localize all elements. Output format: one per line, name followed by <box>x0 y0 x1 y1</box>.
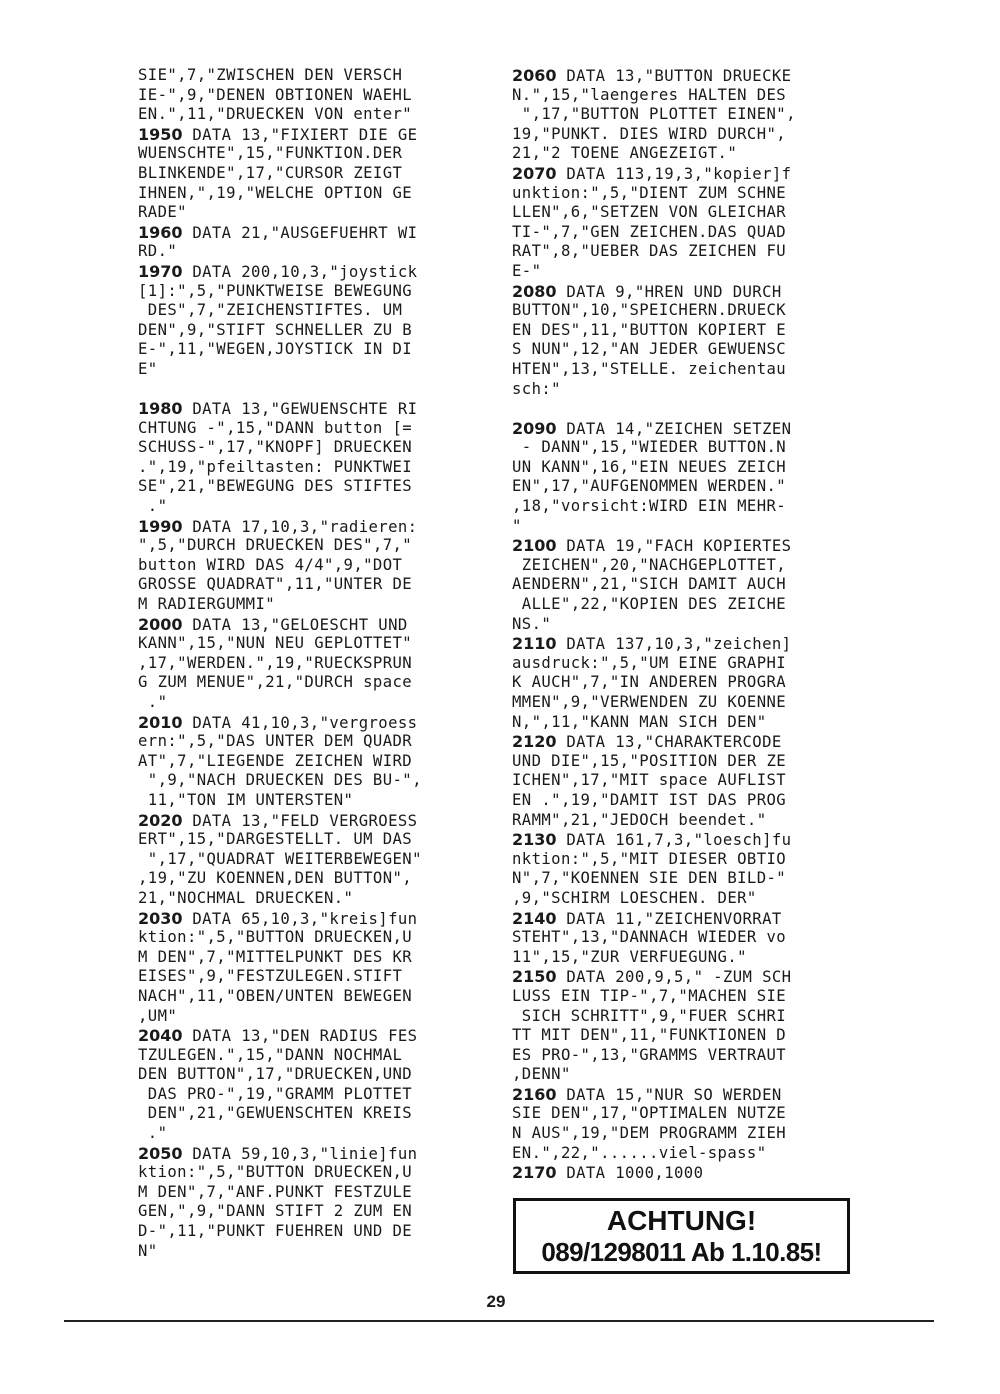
listing-line <box>138 830 500 850</box>
listing-line <box>138 811 500 831</box>
code-text: DATA 21,"AUSGEFUEHRT WI <box>182 223 418 242</box>
code-text: ausdruck:",5,"UM EINE GRAPHI <box>512 653 787 672</box>
code-text: EN.",11,"DRUECKEN VON enter" <box>138 105 413 124</box>
code-text: M DEN",7,"MITTELPUNKT DES KR <box>138 947 413 966</box>
listing-line <box>138 66 500 86</box>
code-text: DATA 161,7,3,"loesch]fu <box>556 831 792 850</box>
code-text: SIE DEN",17,"OPTIMALEN NUTZE <box>512 1104 787 1123</box>
listing-line <box>138 203 500 223</box>
line-number: 2150 <box>512 967 557 987</box>
line-number: 2130 <box>512 830 557 850</box>
code-text: CHTUNG -",15,"DANN button [= <box>138 418 413 437</box>
code-text: ,UM" <box>138 1006 178 1025</box>
listing-line <box>512 830 872 850</box>
listing-line <box>512 1163 872 1183</box>
code-text: E" <box>138 359 158 378</box>
code-text: ." <box>138 497 168 516</box>
page-number: 29 <box>486 1292 506 1311</box>
listing-line <box>138 340 500 360</box>
code-text: DATA 17,10,3,"radieren: <box>182 517 418 536</box>
listing-line <box>138 1007 500 1027</box>
code-text: IE-",9,"DENEN OBTIONEN WAEHL <box>138 85 413 104</box>
listing-line <box>138 477 500 497</box>
listing-line <box>138 164 500 184</box>
line-number: 2100 <box>512 536 557 556</box>
listing-line <box>512 811 872 831</box>
code-text: DATA 9,"HREN UND DURCH <box>556 282 782 301</box>
code-text: DATA 13,"CHARAKTERCODE <box>556 733 782 752</box>
listing-line <box>138 399 500 419</box>
listing-line <box>138 889 500 909</box>
listing-line <box>138 262 500 282</box>
listing-line <box>138 673 500 693</box>
code-text: G ZUM MENUE",21,"DURCH space <box>138 673 413 692</box>
notice-phone: 089/1298011 Ab 1.10.85! <box>541 1237 822 1267</box>
listing-line <box>138 242 500 262</box>
listing-line <box>138 987 500 1007</box>
listing-line <box>512 1124 872 1144</box>
listing-line <box>138 438 500 458</box>
code-text: EN .",19,"DAMIT IST DAS PROG <box>512 790 787 809</box>
code-text: NS." <box>512 614 552 633</box>
listing-line <box>512 105 872 125</box>
code-text: DATA 11,"ZEICHENVORRAT <box>556 909 782 928</box>
listing-line <box>138 1183 500 1203</box>
code-text: LLEN",6,"SETZEN VON GLEICHAR <box>512 203 787 222</box>
code-text: DATA 113,19,3,"kopier]f <box>556 164 792 183</box>
code-text: ,DENN" <box>512 1065 571 1084</box>
line-number: 2110 <box>512 634 557 654</box>
listing-line <box>512 184 872 204</box>
code-text: DATA 59,10,3,"linie]fun <box>182 1144 418 1163</box>
code-text: NACH",11,"OBEN/UNTEN BEWEGEN <box>138 986 413 1005</box>
code-text: KANN",15,"NUN NEU GEPLOTTET" <box>138 634 413 653</box>
right-listing-column <box>512 66 872 1183</box>
listing-line <box>138 1065 500 1085</box>
code-text: SICH SCHRITT",9,"FUER SCHRI <box>512 1006 787 1025</box>
listing-line <box>512 360 872 380</box>
listing-line <box>512 242 872 262</box>
code-text: DATA 13,"GEWUENSCHTE RI <box>182 400 418 419</box>
code-text: DATA 13,"FELD VERGROESS <box>182 811 418 830</box>
code-text: DES",7,"ZEICHENSTIFTES. UM <box>138 301 403 320</box>
line-number: 1970 <box>138 261 183 281</box>
code-text: DATA 41,10,3,"vergroess <box>182 713 418 732</box>
code-text: N" <box>138 1241 158 1260</box>
listing-line <box>138 850 500 870</box>
code-text: DATA 200,10,3,"joystick <box>182 262 418 281</box>
code-text: ktion:",5,"BUTTON DRUECKEN,U <box>138 1163 413 1182</box>
listing-line <box>138 713 500 733</box>
listing-line <box>512 791 872 811</box>
listing-line <box>512 673 872 693</box>
code-text: DATA 14,"ZEICHEN SETZEN <box>556 419 792 438</box>
code-text: M RADIERGUMMI" <box>138 595 276 614</box>
listing-line <box>138 928 500 948</box>
code-text: ." <box>138 1124 168 1143</box>
listing-line <box>138 693 500 713</box>
listing-line <box>138 419 500 439</box>
listing-line <box>138 732 500 752</box>
listing-line <box>138 771 500 791</box>
listing-line <box>512 164 872 184</box>
listing-line <box>512 850 872 870</box>
listing-line <box>512 1007 872 1027</box>
line-number: 2050 <box>138 1143 183 1163</box>
listing-line <box>138 360 500 380</box>
listing-line <box>138 869 500 889</box>
line-number: 1960 <box>138 222 183 242</box>
listing-line <box>512 125 872 145</box>
listing-line <box>138 1085 500 1105</box>
code-text: HTEN",13,"STELLE. zeichentau <box>512 359 787 378</box>
code-text: RAMM",21,"JEDOCH beendet." <box>512 810 767 829</box>
code-text: IHNEN,",19,"WELCHE OPTION GE <box>138 183 413 202</box>
line-number: 2000 <box>138 614 183 634</box>
code-text: BLINKENDE",17,"CURSOR ZEIGT <box>138 163 403 182</box>
line-number: 1950 <box>138 124 183 144</box>
code-text: " <box>512 516 522 535</box>
code-text: DATA 65,10,3,"kreis]fun <box>182 909 418 928</box>
listing-line <box>138 1163 500 1183</box>
listing-line <box>138 752 500 772</box>
code-text: M DEN",7,"ANF.PUNKT FESTZULE <box>138 1182 413 1201</box>
listing-line <box>512 203 872 223</box>
listing-line <box>512 458 872 478</box>
listing-line <box>512 634 872 654</box>
listing-line <box>138 615 500 635</box>
listing-line <box>138 301 500 321</box>
listing-line <box>512 144 872 164</box>
code-text: TZULEGEN.",15,"DANN NOCHMAL <box>138 1045 403 1064</box>
code-text: DATA 1000,1000 <box>556 1164 704 1183</box>
code-text: ",9,"NACH DRUECKEN DES BU-", <box>138 771 422 790</box>
line-number: 2080 <box>512 281 557 301</box>
listing-line <box>512 380 872 400</box>
listing-line <box>138 517 500 537</box>
listing-line <box>512 1085 872 1105</box>
code-text: DATA 13,"FIXIERT DIE GE <box>182 125 418 144</box>
listing-line <box>512 732 872 752</box>
code-text: [1]:",5,"PUNKTWEISE BEWEGUNG <box>138 281 413 300</box>
code-text: sch:" <box>512 379 561 398</box>
listing-line <box>138 125 500 145</box>
listing-line <box>512 1065 872 1085</box>
code-text: SIE",7,"ZWISCHEN DEN VERSCH <box>138 66 403 84</box>
listing-line <box>512 497 872 517</box>
code-text: EN.",22,"......viel-spass" <box>512 1143 767 1162</box>
code-text: N",7,"KOENNEN SIE DEN BILD-" <box>512 869 787 888</box>
listing-line <box>138 1242 500 1262</box>
listing-line <box>138 1026 500 1046</box>
listing-line <box>138 105 500 125</box>
listing-line <box>138 791 500 811</box>
code-text: SE",21,"BEWEGUNG DES STIFTES <box>138 477 413 496</box>
code-text: ern:",5,"DAS UNTER DEM QUADR <box>138 732 413 751</box>
code-text: ",5,"DURCH DRUECKEN DES",7," <box>138 536 413 555</box>
listing-line <box>512 556 872 576</box>
code-text: DATA 13,"BUTTON DRUECKE <box>556 67 792 85</box>
code-text: EN DES",11,"BUTTON KOPIERT E <box>512 320 787 339</box>
code-text: ALLE",22,"KOPIEN DES ZEICHE <box>512 595 787 614</box>
listing-line <box>512 1046 872 1066</box>
listing-line <box>512 86 872 106</box>
listing-line <box>512 615 872 635</box>
listing-line <box>138 1046 500 1066</box>
code-text: EN",17,"AUFGENOMMEN WERDEN." <box>512 477 787 496</box>
code-text: GEN,",9,"DANN STIFT 2 ZUM EN <box>138 1202 413 1221</box>
code-text: DEN",9,"STIFT SCHNELLER ZU B <box>138 320 413 339</box>
listing-line <box>512 340 872 360</box>
code-text: .",19,"pfeiltasten: PUNKTWEI <box>138 457 413 476</box>
code-text: SCHUSS-",17,"KNOPF] DRUECKEN <box>138 438 413 457</box>
code-text: DATA 13,"DEN RADIUS FES <box>182 1027 418 1046</box>
code-text: nktion:",5,"MIT DIESER OBTIO <box>512 849 787 868</box>
code-text: ERT",15,"DARGESTELLT. UM DAS <box>138 830 413 849</box>
code-text: MMEN",9,"VERWENDEN ZU KOENNE <box>512 693 787 711</box>
listing-line <box>138 556 500 576</box>
listing-line <box>512 575 872 595</box>
code-text: AT",7,"LIEGENDE ZEICHEN WIRD <box>138 751 413 770</box>
listing-line <box>512 438 872 458</box>
code-text: 11",15,"ZUR VERFUEGUNG." <box>512 947 747 966</box>
listing-line <box>512 713 872 733</box>
code-text: 21,"NOCHMAL DRUECKEN." <box>138 888 354 907</box>
code-text: unktion:",5,"DIENT ZUM SCHNE <box>512 183 787 202</box>
line-number: 2140 <box>512 908 557 928</box>
listing-line <box>512 399 872 419</box>
listing-line <box>138 1202 500 1222</box>
listing-line <box>512 752 872 772</box>
listing-line <box>512 1104 872 1124</box>
code-text: ,17,"WERDEN.",19,"RUECKSPRUN <box>138 653 413 672</box>
code-text: WUENSCHTE",15,"FUNKTION.DER <box>138 144 403 163</box>
listing-line <box>512 693 872 713</box>
code-text: RADE" <box>138 203 187 222</box>
code-text: DEN BUTTON",17,"DRUECKEN,UND <box>138 1065 413 1084</box>
code-text: S NUN",12,"AN JEDER GEWUENSC <box>512 340 787 359</box>
code-text: ",17,"BUTTON PLOTTET EINEN", <box>512 105 796 124</box>
listing-line <box>512 321 872 341</box>
code-text: UN KANN",16,"EIN NEUES ZEICH <box>512 457 787 476</box>
listing-line <box>138 948 500 968</box>
code-text: TI-",7,"GEN ZEICHEN.DAS QUAD <box>512 222 787 241</box>
code-text: DATA 13,"GELOESCHT UND <box>182 615 408 634</box>
code-text: ",17,"QUADRAT WEITERBEWEGEN" <box>138 849 422 868</box>
code-text: GROSSE QUADRAT",11,"UNTER DE <box>138 575 413 594</box>
code-text: ktion:",5,"BUTTON DRUECKEN,U <box>138 928 413 947</box>
code-text: 19,"PUNKT. DIES WIRD DURCH", <box>512 124 787 143</box>
listing-line <box>512 66 872 86</box>
listing-line <box>138 321 500 341</box>
listing-line <box>138 86 500 106</box>
listing-line <box>512 1026 872 1046</box>
listing-line <box>138 595 500 615</box>
listing-line <box>512 909 872 929</box>
code-text: 11,"TON IM UNTERSTEN" <box>138 790 354 809</box>
line-number: 2070 <box>512 163 557 183</box>
code-text: ,18,"vorsicht:WIRD EIN MEHR- <box>512 497 787 516</box>
code-text: D-",11,"PUNKT FUEHREN UND DE <box>138 1222 413 1241</box>
code-text: DATA 200,9,5," -ZUM SCH <box>556 968 792 987</box>
listing-line <box>512 987 872 1007</box>
listing-line <box>138 967 500 987</box>
listing-line <box>512 595 872 615</box>
code-text: N AUS",19,"DEM PROGRAMM ZIEH <box>512 1124 787 1143</box>
listing-line <box>512 869 872 889</box>
listing-line <box>138 909 500 929</box>
notice-title: ACHTUNG! <box>606 1205 757 1236</box>
code-text: ICHEN",17,"MIT space AUFLIST <box>512 771 787 790</box>
listing-line <box>512 889 872 909</box>
line-number: 2060 <box>512 66 557 85</box>
notice-box <box>513 1198 850 1274</box>
code-text: AENDERN",21,"SICH DAMIT AUCH <box>512 575 787 594</box>
listing-line <box>138 1104 500 1124</box>
code-text: TT MIT DEN",11,"FUNKTIONEN D <box>512 1026 787 1045</box>
code-text: button WIRD DAS 4/4",9,"DOT <box>138 555 403 574</box>
code-text: STEHT",13,"DANNACH WIEDER vo <box>512 928 787 947</box>
listing-line <box>138 536 500 556</box>
listing-line <box>512 419 872 439</box>
listing-line <box>138 144 500 164</box>
line-number: 2120 <box>512 732 557 752</box>
code-text: RAT",8,"UEBER DAS ZEICHEN FU <box>512 242 787 261</box>
listing-line <box>138 380 500 400</box>
line-number: 1990 <box>138 516 183 536</box>
code-text: EISES",9,"FESTZULEGEN.STIFT <box>138 967 403 986</box>
line-number: 2160 <box>512 1084 557 1104</box>
listing-line <box>512 536 872 556</box>
code-text: ZEICHEN",20,"NACHGEPLOTTET, <box>512 555 787 574</box>
code-text: DATA 15,"NUR SO WERDEN <box>556 1085 782 1104</box>
listing-line <box>512 967 872 987</box>
code-text: DATA 137,10,3,"zeichen] <box>556 635 792 654</box>
code-text: 21,"2 TOENE ANGEZEIGT." <box>512 144 738 163</box>
listing-line <box>138 1222 500 1242</box>
listing-line <box>512 771 872 791</box>
code-text: N.",15,"laengeres HALTEN DES <box>512 85 787 104</box>
listing-line <box>138 654 500 674</box>
listing-line <box>512 928 872 948</box>
footer-rule <box>64 1320 934 1322</box>
code-text: DEN",21,"GEWUENSCHTEN KREIS <box>138 1104 413 1123</box>
code-text: DAS PRO-",19,"GRAMM PLOTTET <box>138 1084 413 1103</box>
listing-line <box>138 184 500 204</box>
code-text: RD." <box>138 242 178 261</box>
line-number: 2010 <box>138 712 183 732</box>
listing-line <box>512 301 872 321</box>
listing-line <box>512 223 872 243</box>
code-text: BUTTON",10,"SPEICHERN.DRUECK <box>512 301 787 320</box>
code-text: DATA 19,"FACH KOPIERTES <box>556 537 792 556</box>
code-text: E-",11,"WEGEN,JOYSTICK IN DI <box>138 340 413 359</box>
listing-line <box>512 477 872 497</box>
code-text: ,19,"ZU KOENNEN,DEN BUTTON", <box>138 869 413 888</box>
code-text: E-" <box>512 261 542 280</box>
listing-line <box>138 1124 500 1144</box>
listing-line <box>138 1144 500 1164</box>
line-number: 2090 <box>512 418 557 438</box>
code-text: LUSS EIN TIP-",7,"MACHEN SIE <box>512 986 787 1005</box>
code-text: ES PRO-",13,"GRAMMS VERTRAUT <box>512 1045 787 1064</box>
code-text: - DANN",15,"WIEDER BUTTON.N <box>512 438 787 457</box>
code-text: K AUCH",7,"IN ANDEREN PROGRA <box>512 673 787 692</box>
listing-line <box>138 458 500 478</box>
line-number: 1980 <box>138 399 183 419</box>
code-text: ." <box>138 693 168 711</box>
listing-line <box>138 497 500 517</box>
listing-line <box>138 575 500 595</box>
listing-line <box>512 654 872 674</box>
line-number: 2040 <box>138 1026 183 1046</box>
listing-line <box>512 517 872 537</box>
line-number: 2020 <box>138 810 183 830</box>
listing-line <box>512 948 872 968</box>
listing-line <box>138 282 500 302</box>
listing-line <box>512 282 872 302</box>
code-text: ,9,"SCHIRM LOESCHEN. DER" <box>512 888 757 907</box>
left-listing-column <box>138 66 500 1261</box>
listing-line <box>512 262 872 282</box>
listing-line <box>138 223 500 243</box>
listing-line <box>512 1144 872 1164</box>
listing-line <box>138 634 500 654</box>
code-text: N,",11,"KANN MAN SICH DEN" <box>512 712 767 731</box>
code-text: UND DIE",15,"POSITION DER ZE <box>512 751 787 770</box>
line-number: 2170 <box>512 1163 557 1183</box>
line-number: 2030 <box>138 908 183 928</box>
